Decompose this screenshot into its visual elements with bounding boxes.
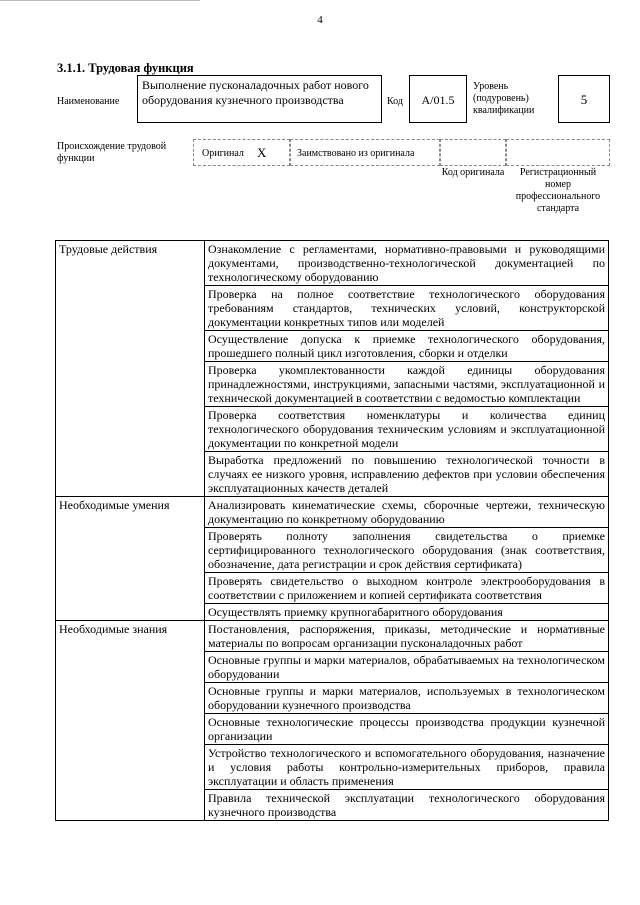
origin-label: Происхождение трудовой функции [57,141,167,164]
list-item: Правила технической эксплуатации технологического оборудования кузнечного производства [205,790,609,821]
list-item: Проверять свидетельство о выходном контроле электрооборудования в соответствии с приложением и копией сертификата соответствия [205,573,609,604]
table-row [56,621,609,652]
table-row [56,497,609,528]
code-field: A/01.5 [409,75,467,123]
original-code-caption: Код оригинала [441,167,505,178]
registration-number-cell [506,139,610,166]
list-item: Проверка на полное соответствие технологического оборудования требованиям стандартов, технических условий, конструкторской документации конкретных типов или моделей [205,286,609,331]
list-item: Проверка соответствия номенклатуры и количества единиц технологического оборудования техническим условиям и эксплуатационной документации по конкретной модели [205,407,609,452]
level-field: 5 [558,75,610,123]
original-mark: X [257,145,267,160]
section-title-knowledge: Необходимые знания [56,621,205,821]
list-item: Ознакомление с регламентами, нормативно-правовыми и руководящими документами, производственно-технологической документацией по технологическому оборудованию [205,241,609,286]
section-title: 3.1.1. Трудовая функция [57,61,194,75]
list-item: Основные группы и марки материалов, обрабатываемых на технологическом оборудовании [205,652,609,683]
list-item: Выработка предложений по повышению технологической точности в случаях ее низкого уровня, исправлению дефектов при условии обеспечения эксплуатационных качеств деталей [205,452,609,497]
borrowed-label: Заимствовано из оригинала [297,148,415,159]
page-number: 4 [317,14,323,26]
list-item: Анализировать кинематические схемы, сборочные чертежи, техническую документацию по конкретному оборудованию [205,497,609,528]
list-item: Постановления, распоряжения, приказы, методические и нормативные материалы по вопросам организации пусконаладочных работ [205,621,609,652]
scan-edge-line [0,0,200,1]
function-name-field: Выполнение пусконаладочных работ нового оборудования кузнечного производства [137,75,382,123]
code-label: Код [387,96,403,107]
list-item: Основные группы и марки материалов, используемых в технологическом оборудовании кузнечного производства [205,683,609,714]
borrowed-cell [290,139,440,166]
list-item: Устройство технологического и вспомогательного оборудования, назначение и условия работы контрольно-измерительных приборов, правила эксплуатации и область применения [205,745,609,790]
list-item: Осуществлять приемку крупногабаритного оборудования [205,604,609,621]
section-title-actions: Трудовые действия [56,241,205,497]
original-code-cell [440,139,506,166]
name-label: Наименование [57,96,120,107]
original-cell [193,139,290,166]
registration-number-caption: Регистрационный номер профессионального стандарта [515,167,601,214]
labor-function-table [55,240,609,821]
level-label: Уровень (подуровень) квалификации [473,81,535,116]
table-row [56,241,609,286]
original-label: Оригинал [202,148,244,159]
list-item: Осуществление допуска к приемке технологического оборудования, прошедшего полный цикл изготовления, сборки и отделки [205,331,609,362]
list-item: Проверка укомплектованности каждой единицы оборудования принадлежностями, инструкциями, запасными частями, эксплуатационной и технической документацией в соответствии с ведомостью комплектации [205,362,609,407]
list-item: Основные технологические процессы производства продукции кузнечной организации [205,714,609,745]
section-title-skills: Необходимые умения [56,497,205,621]
list-item: Проверять полноту заполнения свидетельства о приемке сертифицированного технологического оборудования (знак соответствия, обозначение, дата регистрации и срок действия сертификата) [205,528,609,573]
